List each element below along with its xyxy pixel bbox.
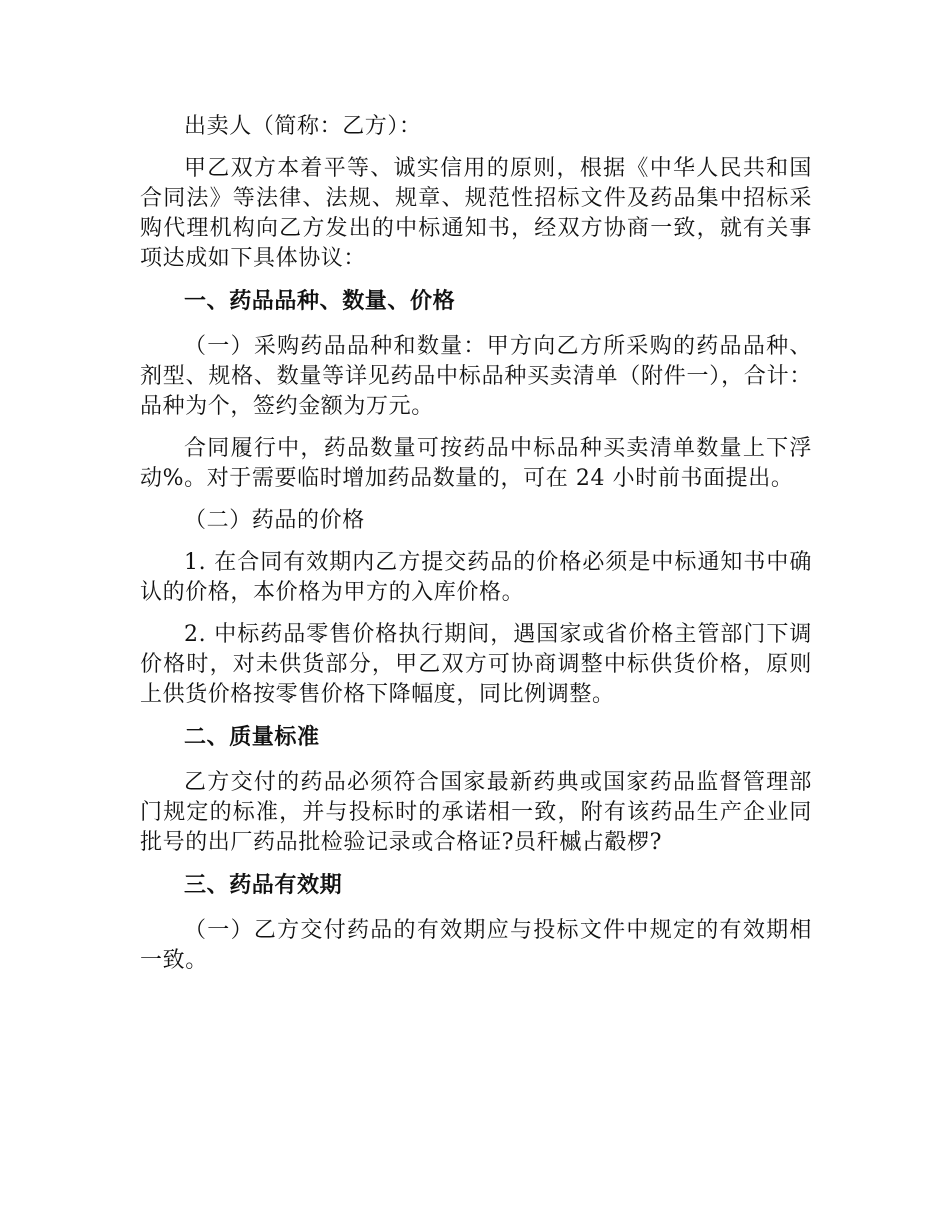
paragraph-price-title: （二）药品的价格 xyxy=(184,508,365,533)
heading-section-2: 二、质量标准 xyxy=(184,724,320,750)
paragraph-validity: （一）乙方交付药品的有效期应与投标文件中规定的有效期相一致。 xyxy=(140,918,812,973)
paragraph-quality: 乙方交付的药品必须符合国家最新药典或国家药品监督管理部门规定的标准，并与投标时的承诺相一致，附有该药品生产企业同批号的出厂药品批检验记录或合格证?员秆槭占觳椤? xyxy=(140,770,812,855)
paragraph-price-2: 2. 中标药品零售价格执行期间，遇国家或省价格主管部门下调价格时，对未供货部分，甲乙双方可协商调整中标供货价格，原则上供货价格按零售价格下降幅度，同比例调整。 xyxy=(140,622,812,707)
paragraph-preamble: 甲乙双方本着平等、诚实信用的原则，根据《中华人民共和国合同法》等法律、法规、规章、规范性招标文件及药品集中招标采购代理机构向乙方发出的中标通知书，经双方协商一致，就有关事项达成如下具体协议： xyxy=(140,156,812,271)
paragraph-price-1: 1. 在合同有效期内乙方提交药品的价格必须是中标通知书中确认的价格，本价格为甲方的入库价格。 xyxy=(140,550,812,605)
paragraph-quantity-float: 合同履行中，药品数量可按药品中标品种买卖清单数量上下浮动%。对于需要临时增加药品数量的，可在 24 小时前书面提出。 xyxy=(140,436,812,491)
heading-section-3: 三、药品有效期 xyxy=(184,872,343,898)
document-page xyxy=(140,112,812,988)
paragraph-varieties-quantity: （一）采购药品品种和数量：甲方向乙方所采购的药品品种、剂型、规格、数量等详见药品中标品种买卖清单（附件一），合计：品种为个，签约金额为万元。 xyxy=(140,334,812,419)
paragraph-seller: 出卖人（简称：乙方）： xyxy=(184,114,422,139)
heading-section-1: 一、药品品种、数量、价格 xyxy=(184,288,456,314)
